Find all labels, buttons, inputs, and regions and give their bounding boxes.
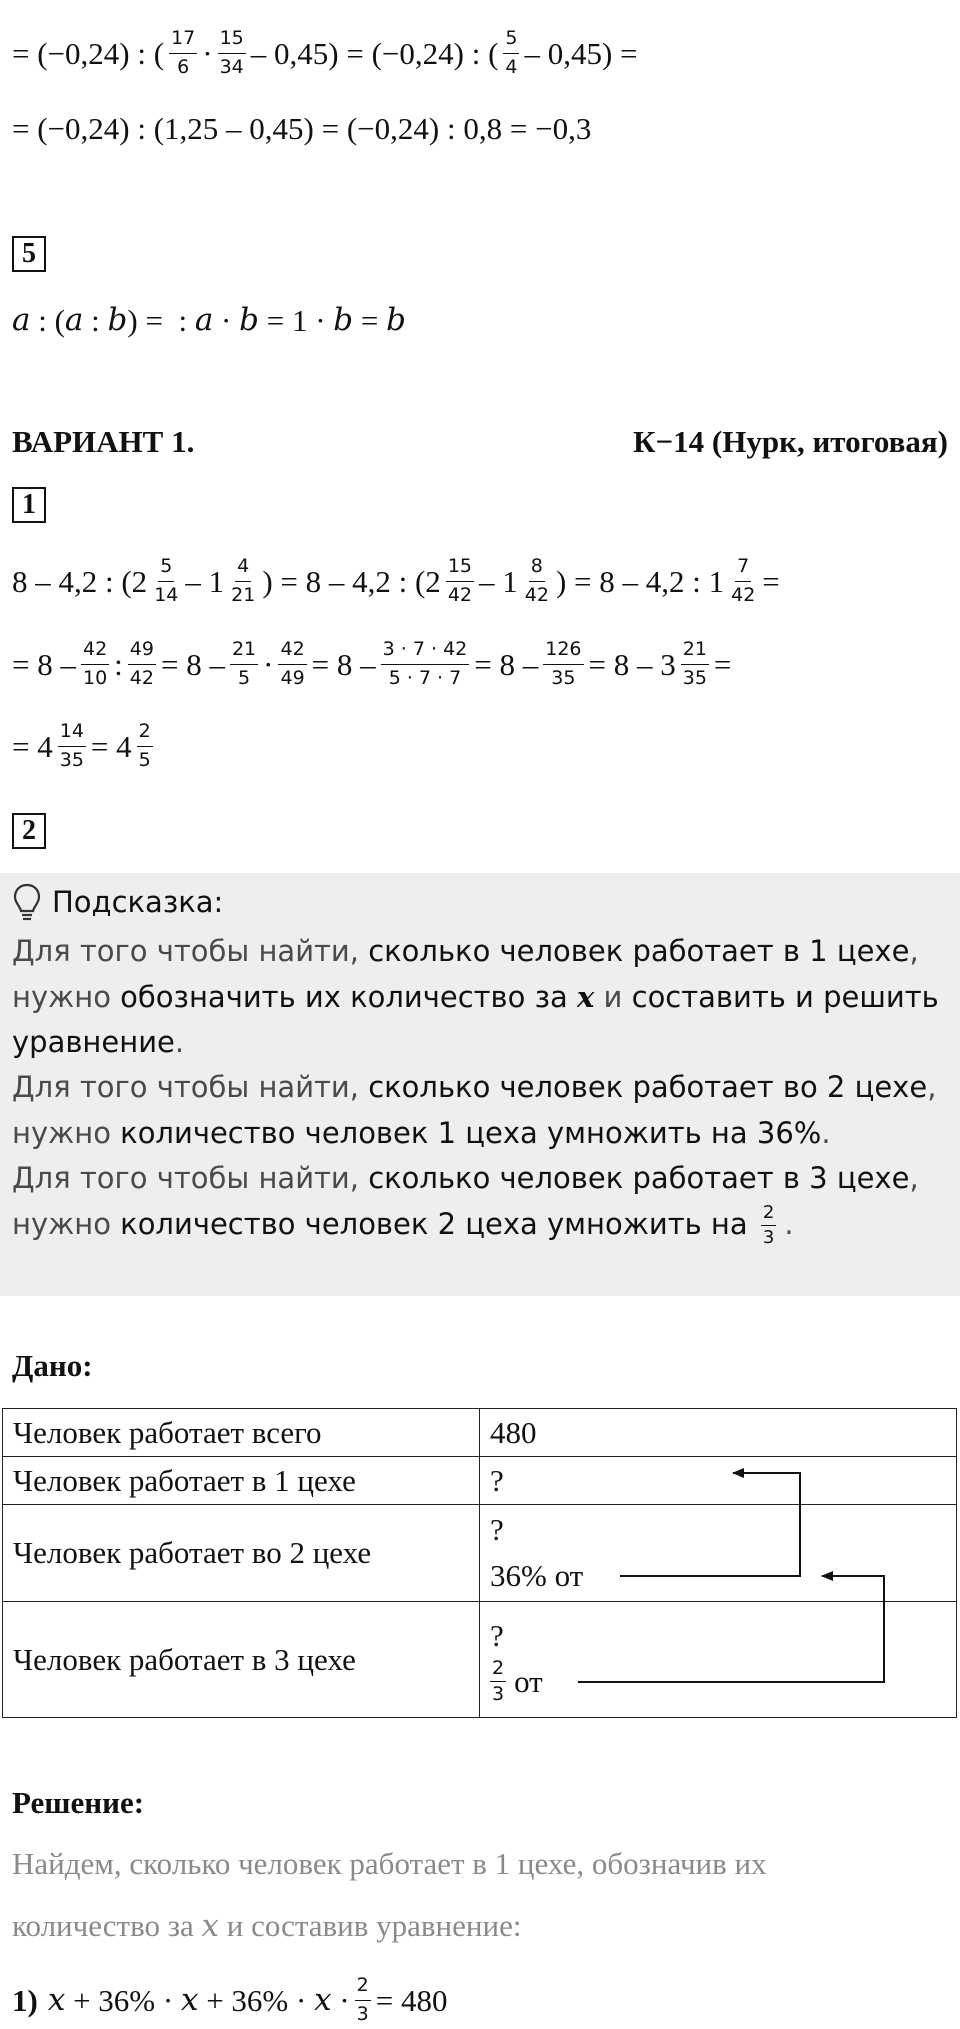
expr-text: ) = : bbox=[127, 302, 195, 338]
fraction bbox=[543, 639, 583, 690]
numerator: 17 bbox=[169, 28, 197, 54]
numerator: 15 bbox=[446, 556, 474, 582]
expr-text: = 8 – bbox=[160, 646, 225, 682]
table-cell-value bbox=[480, 1602, 957, 1718]
hint-emphasis: количество человек 2 цеха умножить на bbox=[120, 1206, 757, 1241]
hint-text: , bbox=[909, 934, 919, 968]
expr-text: = (−0,24) : ( bbox=[12, 35, 165, 71]
expr-text: = 8 – bbox=[311, 646, 376, 682]
hint-text: , bbox=[927, 1070, 937, 1104]
expr-text: = (−0,24) : (1,25 – 0,45) = (−0,24) : 0,8 = −0,3 bbox=[12, 110, 592, 146]
hint-text: , bbox=[909, 1161, 919, 1195]
table-row bbox=[3, 1505, 957, 1602]
expr-text: = bbox=[713, 646, 732, 682]
denominator: 42 bbox=[129, 666, 154, 689]
numerator: 14 bbox=[58, 721, 86, 747]
expr-text: – 0,45) = (−0,24) : ( bbox=[250, 35, 499, 71]
numerator: 2 bbox=[490, 1658, 506, 1682]
solution-label: Решение: bbox=[12, 1785, 145, 1820]
denominator: 3 bbox=[356, 2002, 369, 2025]
hint-text: . bbox=[174, 1025, 185, 1059]
fraction bbox=[355, 1975, 371, 2026]
expr-text: = bbox=[762, 563, 780, 599]
expr-text: · bbox=[263, 646, 274, 682]
denominator: 10 bbox=[82, 666, 108, 689]
table-row bbox=[3, 1602, 957, 1718]
denominator: 42 bbox=[447, 583, 472, 606]
task-number-2: 2 bbox=[12, 813, 46, 849]
hint-title: Подсказка: bbox=[52, 885, 224, 919]
expr-text: : bbox=[114, 646, 123, 682]
numerator: 2 bbox=[355, 1975, 371, 2001]
expr-text: : bbox=[83, 302, 108, 338]
fraction bbox=[681, 639, 709, 690]
table-row bbox=[3, 1409, 957, 1457]
task5-expression bbox=[12, 300, 406, 340]
var-x: x bbox=[47, 1981, 66, 2018]
hint-paragraph-2 bbox=[12, 1065, 947, 1156]
numerator: 42 bbox=[278, 639, 306, 665]
numerator: 49 bbox=[128, 639, 156, 665]
cell-line: ? bbox=[490, 1618, 504, 1654]
var: b bbox=[386, 301, 406, 338]
expr-text: = 1 · bbox=[258, 302, 334, 338]
expr-text: 8 – 4,2 : (2 bbox=[12, 563, 148, 599]
cell-line bbox=[490, 1658, 946, 1705]
numerator: 126 bbox=[543, 639, 583, 665]
hint-emphasis: сколько человек работает в 3 цехе bbox=[368, 1161, 910, 1195]
expr-text: = bbox=[353, 302, 387, 338]
solution-text-line-1: Найдем, сколько человек работает в 1 цехе, обозначив их bbox=[12, 1846, 767, 1881]
numerator: 21 bbox=[230, 639, 258, 665]
numerator: 2 bbox=[761, 1203, 776, 1226]
numerator: 7 bbox=[735, 556, 751, 582]
fraction bbox=[169, 28, 197, 79]
expr-text: ) = 8 – 4,2 : 1 bbox=[555, 563, 725, 599]
denominator: 34 bbox=[219, 55, 244, 78]
hint-emphasis: количество человек 1 цеха умножить на 36% bbox=[120, 1115, 822, 1150]
expr-text: + 36% · bbox=[198, 1982, 315, 2018]
cell-line: 36% от bbox=[490, 1558, 584, 1593]
fraction bbox=[278, 639, 306, 690]
expr-text: · bbox=[202, 35, 213, 71]
table-cell-label: Человек работает в 3 цехе bbox=[3, 1602, 480, 1718]
var-x: x bbox=[314, 1981, 332, 2018]
hint-header bbox=[12, 880, 223, 924]
table-cell-value: 480 bbox=[480, 1409, 957, 1457]
cell-line: ? bbox=[490, 1512, 504, 1547]
denominator: 6 bbox=[177, 55, 190, 78]
task1-line-2 bbox=[12, 636, 731, 692]
expr-text: – 1 bbox=[479, 563, 518, 599]
expr-text: ) = 8 – 4,2 : (2 bbox=[262, 563, 441, 599]
var-x: x bbox=[577, 979, 595, 1014]
denominator: 5 bbox=[138, 748, 151, 771]
table-cell-label: Человек работает в 1 цехе bbox=[3, 1457, 480, 1505]
denominator: 49 bbox=[280, 666, 305, 689]
hint-emphasis: сколько человек работает в 1 цехе bbox=[368, 934, 910, 968]
denominator: 5 · 7 · 7 bbox=[388, 666, 462, 689]
var: a bbox=[194, 301, 214, 338]
fraction bbox=[58, 721, 86, 772]
numerator: 21 bbox=[681, 639, 709, 665]
calc-line-1 bbox=[12, 28, 638, 78]
fraction bbox=[81, 639, 109, 690]
hint-text: Для того чтобы найти, bbox=[12, 1161, 369, 1195]
calc-line-2 bbox=[12, 108, 591, 148]
fraction bbox=[523, 556, 551, 607]
denominator: 3 bbox=[762, 1227, 775, 1248]
numerator: 3 · 7 · 42 bbox=[381, 639, 470, 665]
hint-text: нужно bbox=[12, 979, 121, 1014]
expr-text: · bbox=[331, 1982, 350, 2018]
denominator: 42 bbox=[731, 583, 756, 606]
fraction bbox=[128, 639, 156, 690]
expr-text: · bbox=[213, 302, 240, 338]
task-number-1: 1 bbox=[12, 487, 46, 523]
denominator: 35 bbox=[682, 666, 707, 689]
fraction bbox=[218, 28, 246, 79]
hint-text: нужно bbox=[12, 1206, 121, 1241]
fraction bbox=[761, 1203, 776, 1248]
var: a bbox=[12, 301, 31, 338]
fraction bbox=[137, 721, 153, 772]
test-title: К−14 (Нурк, итоговая) bbox=[633, 424, 948, 459]
cell-text: от bbox=[514, 1663, 543, 1699]
var: b bbox=[239, 301, 259, 338]
hint-text: . bbox=[821, 1115, 831, 1150]
var: b bbox=[107, 301, 128, 338]
expr-text: : ( bbox=[30, 302, 65, 338]
hint-emphasis: обозначить их количество за bbox=[120, 979, 578, 1014]
task1-line-3 bbox=[12, 718, 158, 774]
denominator: 21 bbox=[231, 583, 256, 606]
denominator: 35 bbox=[551, 666, 576, 689]
fraction bbox=[503, 28, 519, 79]
expr-text: = 480 bbox=[375, 1982, 448, 2018]
var-x: x bbox=[180, 1981, 199, 2018]
task-number-5: 5 bbox=[12, 236, 46, 272]
hint-emphasis: уравнение bbox=[12, 1025, 175, 1059]
cell-stack bbox=[490, 1507, 946, 1599]
solution-text-line-2 bbox=[12, 1908, 521, 1944]
numerator: 5 bbox=[158, 556, 174, 582]
table-cell-label: Человек работает всего bbox=[3, 1409, 480, 1457]
step-number: 1) bbox=[12, 1982, 38, 2018]
table-row bbox=[3, 1457, 957, 1505]
table-cell-label: Человек работает во 2 цехе bbox=[3, 1505, 480, 1602]
numerator: 2 bbox=[137, 721, 153, 747]
table-cell-value bbox=[480, 1505, 957, 1602]
expr-text: = 8 – bbox=[474, 646, 539, 682]
given-table bbox=[2, 1408, 957, 1718]
hint-emphasis: сколько человек работает во 2 цехе bbox=[368, 1070, 928, 1104]
numerator: 42 bbox=[81, 639, 109, 665]
denominator: 14 bbox=[154, 583, 179, 606]
hint-paragraph-1 bbox=[12, 929, 947, 1066]
hint-emphasis: составить и решить bbox=[631, 979, 939, 1014]
fraction bbox=[446, 556, 474, 607]
hint-paragraph-3 bbox=[12, 1156, 947, 1248]
hint-text: нужно bbox=[12, 1115, 121, 1150]
hint-text: и bbox=[594, 979, 632, 1014]
expr-text: = 8 – bbox=[12, 646, 76, 682]
fraction bbox=[490, 1658, 506, 1705]
hint-text: . bbox=[784, 1206, 794, 1241]
hint-text: Для того чтобы найти, bbox=[12, 934, 369, 968]
table-cell-value: ? bbox=[480, 1457, 957, 1505]
lightbulb-icon bbox=[12, 882, 42, 922]
denominator: 42 bbox=[524, 583, 549, 606]
numerator: 5 bbox=[503, 28, 519, 54]
equation-line bbox=[12, 1972, 447, 2028]
denominator: 5 bbox=[238, 666, 251, 689]
expr-text: – 0,45) = bbox=[524, 35, 638, 71]
fraction bbox=[230, 639, 258, 690]
expr-text: = 4 bbox=[12, 728, 53, 764]
expr-text: – 1 bbox=[185, 563, 225, 599]
expr-text: + 36% · bbox=[65, 1982, 181, 2018]
numerator: 8 bbox=[529, 556, 545, 582]
expr-text: = 4 bbox=[90, 728, 132, 764]
denominator: 3 bbox=[492, 1683, 505, 1705]
denominator: 35 bbox=[59, 748, 84, 771]
var-x: x bbox=[201, 1908, 219, 1944]
solution-text: количество за bbox=[12, 1908, 202, 1943]
fraction bbox=[729, 556, 757, 607]
hint-text: Для того чтобы найти, bbox=[12, 1070, 369, 1104]
fraction bbox=[152, 556, 180, 607]
var: a bbox=[64, 301, 84, 338]
solution-text: и составив уравнение: bbox=[218, 1908, 522, 1943]
numerator: 15 bbox=[218, 28, 246, 54]
expr-text: = 8 – 3 bbox=[588, 646, 676, 682]
fraction bbox=[229, 556, 257, 607]
var: b bbox=[333, 301, 354, 338]
fraction bbox=[381, 639, 470, 690]
cell-stack bbox=[490, 1614, 946, 1705]
denominator: 4 bbox=[505, 55, 518, 78]
numerator: 4 bbox=[235, 556, 251, 582]
task1-line-1 bbox=[12, 553, 780, 609]
variant-title: ВАРИАНТ 1. bbox=[12, 424, 195, 459]
given-label: Дано: bbox=[12, 1348, 93, 1383]
